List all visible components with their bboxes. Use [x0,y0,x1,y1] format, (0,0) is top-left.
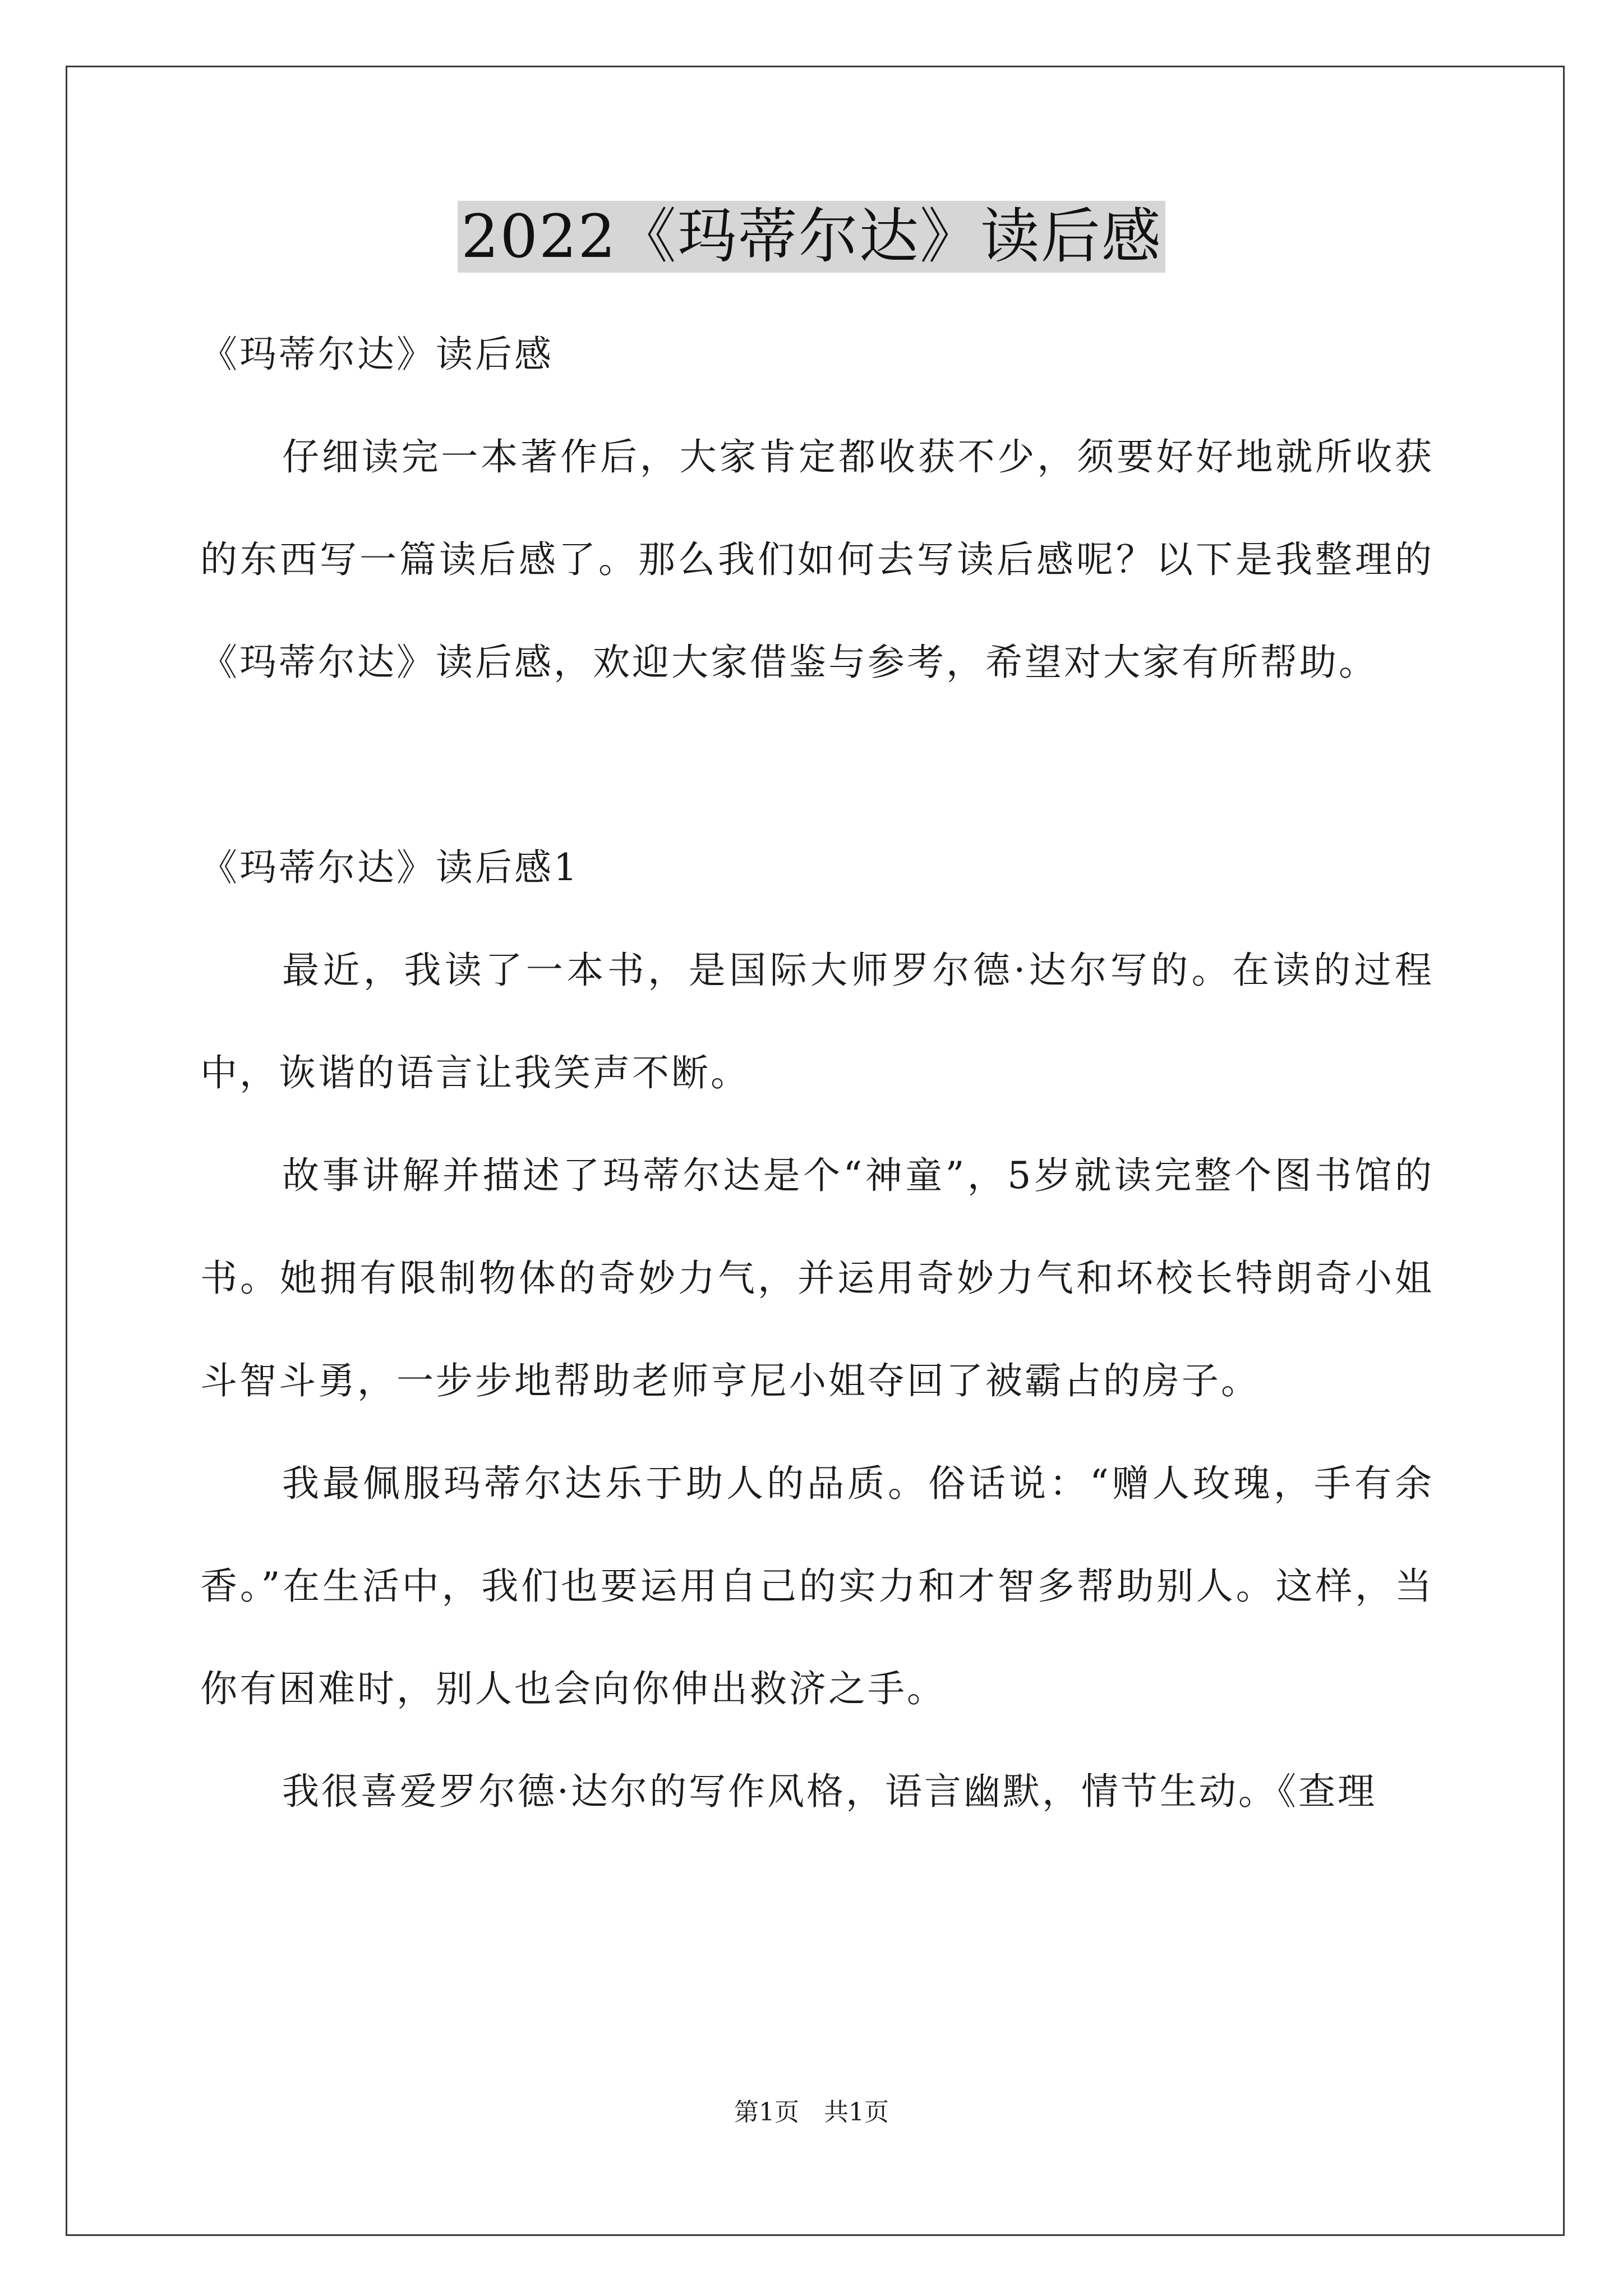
section-heading: 《玛蒂尔达》读后感1 [200,846,579,889]
intro-paragraph: 仔细读完一本著作后，大家肯定都收获不少，须要好好地就所收获的东西写一篇读后感了。那么我们如何去写读后感呢？以下是我整理的《玛蒂尔达》读后感，欢迎大家借鉴与参考，希望对大家有所帮助。 [200,435,1434,684]
intro-heading: 《玛蒂尔达》读后感 [200,333,554,376]
body-paragraph: 故事讲解并描述了玛蒂尔达是个“神童”，5岁就读完整个图书馆的书。她拥有限制物体的奇妙力气，并运用奇妙力气和坏校长特朗奇小姐斗智斗勇，一步步地帮助老师亨尼小姐夺回了被霸占的房子。 [200,1154,1434,1402]
page-number: 第1页 共1页 [734,2098,889,2127]
body-paragraph: 我很喜爱罗尔德·达尔的写作风格，语言幽默，情节生动。《查理 [282,1770,1377,1813]
body-paragraph: 我最佩服玛蒂尔达乐于助人的品质。俗话说：“赠人玫瑰，手有余香。”在生活中，我们也要运用自己的实力和才智多帮助别人。这样，当你有困难时，别人也会向你伸出救济之手。 [200,1462,1434,1710]
body-paragraph: 最近，我读了一本书，是国际大师罗尔德·达尔写的。在读的过程中，诙谐的语言让我笑声不断。 [200,949,1434,1094]
document-title: 2022《玛蒂尔达》读后感 [458,201,1165,273]
page-footer [0,2096,1623,2129]
paragraph-gap [200,714,1434,816]
title-container [0,201,1623,273]
document-body [200,303,1434,1843]
